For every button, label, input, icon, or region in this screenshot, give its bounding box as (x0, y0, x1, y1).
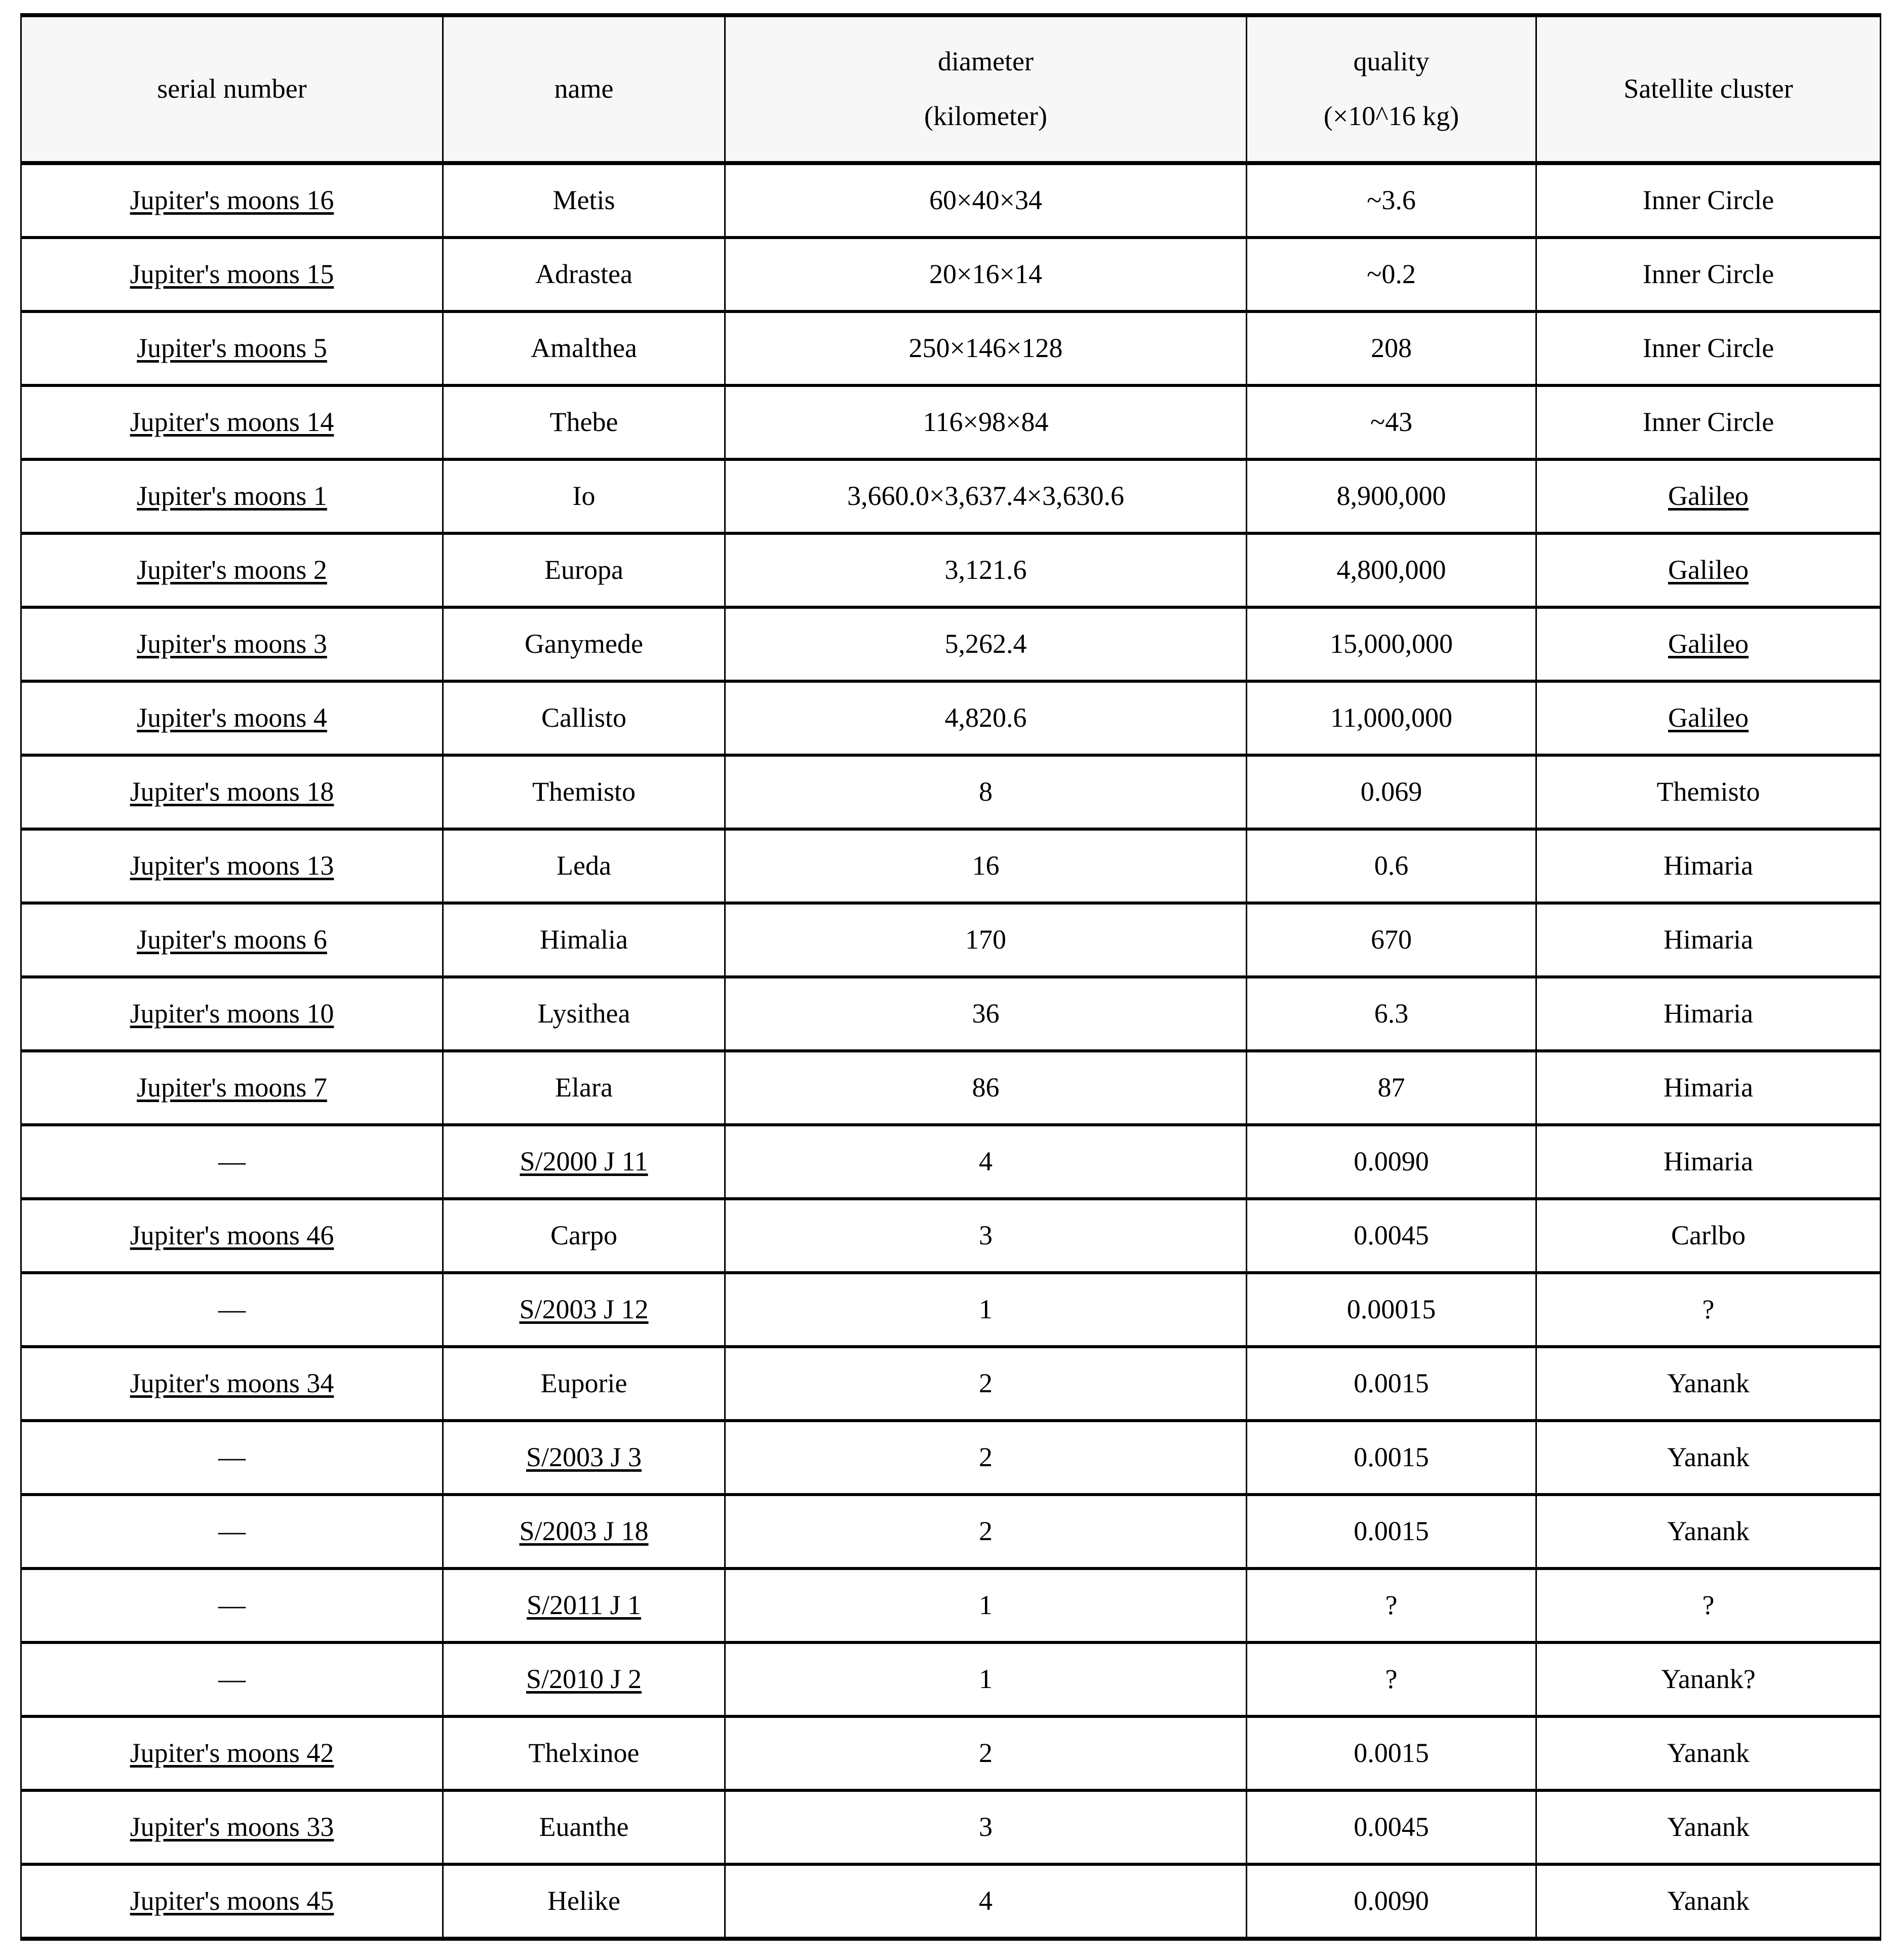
quality-value: ~0.2 (1367, 259, 1416, 290)
quality-value: 208 (1371, 333, 1412, 364)
satellite-cluster-link[interactable]: Galileo (1668, 555, 1749, 585)
quality-value: 0.0090 (1354, 1886, 1429, 1916)
cell-quality (1247, 1495, 1536, 1569)
column-header-name-label: name (554, 73, 614, 104)
table-row (21, 1051, 1881, 1125)
table-row (21, 681, 1881, 755)
cell-serial-number[interactable] (21, 1864, 443, 1939)
table-row (21, 977, 1881, 1051)
diameter-value: 4 (979, 1886, 993, 1916)
table-row (21, 829, 1881, 903)
cell-diameter (725, 607, 1247, 681)
cell-moon-name (443, 459, 725, 533)
cell-moon-name[interactable] (443, 1273, 725, 1347)
table-row (21, 755, 1881, 829)
serial-number-link: — (218, 1664, 246, 1695)
cell-quality (1247, 829, 1536, 903)
moon-name-link[interactable]: S/2010 J 2 (526, 1664, 642, 1695)
quality-value: 0.0045 (1354, 1812, 1429, 1843)
table-row (21, 311, 1881, 385)
cell-quality (1247, 1864, 1536, 1939)
column-header-diameter-unit: (kilometer) (924, 101, 1047, 131)
cell-quality (1247, 1051, 1536, 1125)
jupiter-moons-table (20, 13, 1881, 1941)
cell-serial-number[interactable] (21, 1199, 443, 1273)
cell-serial-number[interactable] (21, 311, 443, 385)
cell-satellite-cluster (1536, 1864, 1881, 1939)
table-row (21, 1421, 1881, 1495)
cell-serial-number[interactable] (21, 1790, 443, 1864)
column-header-name (443, 15, 725, 163)
serial-number-link: — (218, 1516, 246, 1547)
quality-value: ~43 (1370, 407, 1413, 438)
satellite-cluster-link: ? (1702, 1590, 1715, 1621)
quality-value: 8,900,000 (1336, 481, 1446, 512)
serial-number-link[interactable]: Jupiter's moons 14 (130, 407, 334, 438)
satellite-cluster-link: Carlbo (1671, 1220, 1746, 1251)
serial-number-link[interactable]: Jupiter's moons 6 (137, 924, 327, 955)
diameter-value: 2 (979, 1738, 993, 1769)
diameter-value: 116×98×84 (923, 407, 1049, 438)
cell-serial-number[interactable] (21, 607, 443, 681)
quality-value: 0.0045 (1354, 1220, 1429, 1251)
serial-number-link[interactable]: Jupiter's moons 2 (137, 555, 327, 585)
cell-moon-name (443, 1051, 725, 1125)
table-row (21, 238, 1881, 311)
cell-quality (1247, 1125, 1536, 1199)
cell-quality (1247, 385, 1536, 459)
cell-diameter (725, 385, 1247, 459)
serial-number-link[interactable]: Jupiter's moons 33 (130, 1812, 334, 1843)
cell-diameter (725, 1273, 1247, 1347)
table-row (21, 1125, 1881, 1199)
cell-diameter (725, 1347, 1247, 1421)
table-row (21, 385, 1881, 459)
cell-diameter (725, 1495, 1247, 1569)
cell-quality (1247, 977, 1536, 1051)
satellite-cluster-link: Yanank (1667, 1368, 1750, 1399)
cell-moon-name (443, 755, 725, 829)
diameter-value: 1 (979, 1664, 993, 1695)
quality-value: ? (1385, 1664, 1398, 1695)
cell-satellite-cluster (1536, 1421, 1881, 1495)
table-row (21, 1273, 1881, 1347)
quality-value: 0.00015 (1347, 1294, 1436, 1325)
table-row (21, 1716, 1881, 1790)
diameter-value: 3,660.0×3,637.4×3,630.6 (847, 481, 1124, 512)
cell-quality (1247, 681, 1536, 755)
quality-value: 0.0015 (1354, 1516, 1429, 1547)
quality-value: ? (1385, 1590, 1398, 1621)
satellite-cluster-link: Inner Circle (1642, 185, 1774, 216)
cell-serial-number (21, 1495, 443, 1569)
cell-serial-number[interactable] (21, 829, 443, 903)
diameter-value: 86 (972, 1072, 1000, 1103)
cell-moon-name[interactable] (443, 1495, 725, 1569)
serial-number-link: — (218, 1146, 246, 1177)
cell-diameter (725, 1642, 1247, 1716)
cell-quality (1247, 903, 1536, 977)
table-row (21, 1864, 1881, 1939)
satellite-cluster-link: ? (1702, 1294, 1715, 1325)
cell-quality (1247, 1642, 1536, 1716)
cell-satellite-cluster (1536, 1125, 1881, 1199)
satellite-cluster-link: Yanank (1667, 1442, 1750, 1473)
table-row (21, 1642, 1881, 1716)
satellite-cluster-link[interactable]: Galileo (1668, 481, 1749, 512)
serial-number-link[interactable]: Jupiter's moons 15 (130, 259, 334, 290)
satellite-cluster-link: Yanank (1667, 1886, 1750, 1916)
cell-serial-number[interactable] (21, 755, 443, 829)
cell-moon-name (443, 977, 725, 1051)
quality-value: 670 (1371, 924, 1412, 955)
moon-name-link: Europa (544, 555, 623, 585)
serial-number-link[interactable]: Jupiter's moons 13 (130, 850, 334, 881)
quality-value: 0.0015 (1354, 1442, 1429, 1473)
diameter-value: 16 (972, 850, 1000, 881)
column-header-quality-unit: (×10^16 kg) (1323, 101, 1459, 131)
cell-quality (1247, 311, 1536, 385)
satellite-cluster-link: Yanank (1667, 1516, 1750, 1547)
table-body (21, 163, 1881, 1939)
diameter-value: 2 (979, 1442, 993, 1473)
cell-serial-number (21, 1642, 443, 1716)
serial-number-link[interactable]: Jupiter's moons 1 (137, 481, 327, 512)
quality-value: 0.0015 (1354, 1738, 1429, 1769)
cell-serial-number (21, 1273, 443, 1347)
cell-quality (1247, 607, 1536, 681)
cell-serial-number[interactable] (21, 1716, 443, 1790)
cell-serial-number[interactable] (21, 533, 443, 607)
column-header-quality (1247, 15, 1536, 163)
satellite-cluster-link: Himaria (1664, 998, 1753, 1029)
moon-name-link: Metis (552, 185, 615, 216)
cell-moon-name (443, 607, 725, 681)
quality-value: 6.3 (1374, 998, 1409, 1029)
cell-satellite-cluster (1536, 1642, 1881, 1716)
cell-moon-name (443, 829, 725, 903)
cell-satellite-cluster[interactable] (1536, 607, 1881, 681)
quality-value: ~3.6 (1367, 185, 1416, 216)
table-row (21, 607, 1881, 681)
serial-number-link[interactable]: Jupiter's moons 7 (137, 1072, 327, 1103)
quality-value: 11,000,000 (1330, 702, 1452, 733)
diameter-value: 250×146×128 (908, 333, 1063, 364)
cell-moon-name (443, 311, 725, 385)
diameter-value: 3 (979, 1812, 993, 1843)
moon-name-link: Amalthea (531, 333, 637, 364)
serial-number-link: — (218, 1590, 246, 1621)
satellite-cluster-link: Yanank (1667, 1812, 1750, 1843)
satellite-cluster-link: Yanank? (1661, 1664, 1756, 1695)
cell-diameter (725, 681, 1247, 755)
diameter-value: 1 (979, 1294, 993, 1325)
diameter-value: 36 (972, 998, 1000, 1029)
column-header-serial-number-label: serial number (157, 73, 307, 104)
table-row (21, 1495, 1881, 1569)
quality-value: 87 (1377, 1072, 1405, 1103)
moon-name-link: Adrastea (535, 259, 632, 290)
cell-diameter (725, 1421, 1247, 1495)
cell-satellite-cluster (1536, 311, 1881, 385)
cell-satellite-cluster (1536, 1051, 1881, 1125)
moon-name-link: Ganymede (525, 629, 643, 659)
quality-value: 0.6 (1374, 850, 1409, 881)
serial-number-link[interactable]: Jupiter's moons 5 (137, 333, 327, 364)
cell-diameter (725, 1125, 1247, 1199)
cell-satellite-cluster (1536, 238, 1881, 311)
cell-satellite-cluster[interactable] (1536, 459, 1881, 533)
cell-diameter (725, 1716, 1247, 1790)
cell-diameter (725, 977, 1247, 1051)
column-header-serial-number (21, 15, 443, 163)
cell-satellite-cluster (1536, 903, 1881, 977)
cell-satellite-cluster[interactable] (1536, 681, 1881, 755)
diameter-value: 20×16×14 (929, 259, 1042, 290)
cell-diameter (725, 903, 1247, 977)
cell-quality (1247, 1199, 1536, 1273)
satellite-cluster-link: Yanank (1667, 1738, 1750, 1769)
cell-quality (1247, 459, 1536, 533)
diameter-value: 3 (979, 1220, 993, 1251)
cell-diameter (725, 829, 1247, 903)
cell-satellite-cluster[interactable] (1536, 533, 1881, 607)
satellite-cluster-link: Himaria (1664, 1146, 1753, 1177)
cell-moon-name[interactable] (443, 1125, 725, 1199)
cell-serial-number[interactable] (21, 385, 443, 459)
moon-name-link[interactable]: S/2003 J 12 (519, 1294, 649, 1325)
cell-satellite-cluster (1536, 1569, 1881, 1642)
cell-serial-number (21, 1125, 443, 1199)
diameter-value: 170 (965, 924, 1006, 955)
table-row (21, 533, 1881, 607)
table-row (21, 903, 1881, 977)
diameter-value: 2 (979, 1368, 993, 1399)
cell-diameter (725, 459, 1247, 533)
diameter-value: 4,820.6 (944, 702, 1027, 733)
moon-name-link: Carpo (550, 1220, 617, 1251)
cell-serial-number[interactable] (21, 1051, 443, 1125)
moon-name-link: Euporie (540, 1368, 627, 1399)
table-row (21, 459, 1881, 533)
moon-name-link: Elara (555, 1072, 613, 1103)
satellite-cluster-link: Themisto (1656, 776, 1760, 807)
moon-name-link: Themisto (532, 776, 636, 807)
cell-serial-number[interactable] (21, 903, 443, 977)
cell-quality (1247, 533, 1536, 607)
cell-quality (1247, 1347, 1536, 1421)
cell-satellite-cluster (1536, 1716, 1881, 1790)
cell-serial-number[interactable] (21, 459, 443, 533)
column-header-diameter (725, 15, 1247, 163)
serial-number-link[interactable]: Jupiter's moons 46 (130, 1220, 334, 1251)
table-row (21, 1790, 1881, 1864)
cell-moon-name (443, 1864, 725, 1939)
cell-diameter (725, 1790, 1247, 1864)
cell-serial-number[interactable] (21, 1347, 443, 1421)
cell-satellite-cluster (1536, 163, 1881, 238)
cell-quality (1247, 755, 1536, 829)
diameter-value: 2 (979, 1516, 993, 1547)
moon-name-link: Helike (547, 1886, 620, 1916)
table-row (21, 1347, 1881, 1421)
cell-serial-number (21, 1569, 443, 1642)
cell-diameter (725, 238, 1247, 311)
serial-number-link[interactable]: Jupiter's moons 16 (130, 185, 334, 216)
serial-number-link[interactable]: Jupiter's moons 4 (137, 702, 327, 733)
serial-number-link: — (218, 1294, 246, 1325)
moon-name-link: Euanthe (539, 1812, 629, 1843)
table-header (21, 15, 1881, 163)
cell-diameter (725, 533, 1247, 607)
satellite-cluster-link: Himaria (1664, 924, 1753, 955)
serial-number-link[interactable]: Jupiter's moons 34 (130, 1368, 334, 1399)
cell-moon-name (443, 533, 725, 607)
table-row (21, 1569, 1881, 1642)
serial-number-link[interactable]: Jupiter's moons 45 (130, 1886, 334, 1916)
diameter-value: 4 (979, 1146, 993, 1177)
satellite-cluster-link: Inner Circle (1642, 333, 1774, 364)
moon-name-link: Thelxinoe (528, 1738, 640, 1769)
cell-moon-name (443, 385, 725, 459)
cell-diameter (725, 755, 1247, 829)
cell-diameter (725, 311, 1247, 385)
quality-value: 0.0015 (1354, 1368, 1429, 1399)
cell-satellite-cluster (1536, 1347, 1881, 1421)
table-row (21, 1199, 1881, 1273)
diameter-value: 5,262.4 (944, 629, 1027, 659)
moon-name-link[interactable]: S/2003 J 3 (526, 1442, 642, 1473)
diameter-value: 3,121.6 (944, 555, 1027, 585)
diameter-value: 8 (979, 776, 993, 807)
diameter-value: 60×40×34 (929, 185, 1042, 216)
moon-name-link: Lysithea (537, 998, 630, 1029)
satellite-cluster-link[interactable]: Galileo (1668, 702, 1749, 733)
moon-name-link: Leda (557, 850, 611, 881)
moon-name-link: Io (572, 481, 596, 512)
cell-diameter (725, 163, 1247, 238)
header-row (21, 15, 1881, 163)
cell-diameter (725, 1864, 1247, 1939)
serial-number-link[interactable]: Jupiter's moons 3 (137, 629, 327, 659)
cell-moon-name (443, 238, 725, 311)
serial-number-link[interactable]: Jupiter's moons 10 (130, 998, 334, 1029)
cell-satellite-cluster (1536, 385, 1881, 459)
cell-satellite-cluster (1536, 1199, 1881, 1273)
cell-diameter (725, 1569, 1247, 1642)
cell-satellite-cluster (1536, 977, 1881, 1051)
cell-quality (1247, 163, 1536, 238)
cell-moon-name (443, 1347, 725, 1421)
quality-value: 15,000,000 (1330, 629, 1453, 659)
cell-diameter (725, 1199, 1247, 1273)
cell-quality (1247, 1421, 1536, 1495)
satellite-cluster-link: Himaria (1664, 850, 1753, 881)
column-header-satellite-cluster-label: Satellite cluster (1624, 73, 1793, 104)
quality-value: 4,800,000 (1336, 555, 1446, 585)
moon-name-link: Thebe (549, 407, 618, 438)
cell-serial-number[interactable] (21, 163, 443, 238)
moon-name-link[interactable]: S/2000 J 11 (520, 1146, 648, 1177)
cell-quality (1247, 1790, 1536, 1864)
cell-moon-name (443, 1790, 725, 1864)
cell-serial-number[interactable] (21, 238, 443, 311)
cell-quality (1247, 1273, 1536, 1347)
moon-name-link: Himalia (540, 924, 628, 955)
table-row (21, 163, 1881, 238)
cell-serial-number[interactable] (21, 681, 443, 755)
cell-serial-number (21, 1421, 443, 1495)
cell-quality (1247, 1716, 1536, 1790)
cell-serial-number[interactable] (21, 977, 443, 1051)
satellite-cluster-link: Inner Circle (1642, 259, 1774, 290)
satellite-cluster-link[interactable]: Galileo (1668, 629, 1749, 659)
serial-number-link[interactable]: Jupiter's moons 18 (130, 776, 334, 807)
cell-satellite-cluster (1536, 1790, 1881, 1864)
cell-moon-name (443, 1716, 725, 1790)
cell-moon-name[interactable] (443, 1421, 725, 1495)
cell-satellite-cluster (1536, 829, 1881, 903)
satellite-cluster-link: Inner Circle (1642, 407, 1774, 438)
column-header-diameter-label: diameter (938, 46, 1034, 77)
cell-diameter (725, 1051, 1247, 1125)
column-header-satellite-cluster (1536, 15, 1881, 163)
cell-moon-name[interactable] (443, 1642, 725, 1716)
cell-satellite-cluster (1536, 1273, 1881, 1347)
cell-satellite-cluster (1536, 1495, 1881, 1569)
serial-number-link: — (218, 1442, 246, 1473)
moon-name-link: Callisto (541, 702, 626, 733)
cell-moon-name (443, 163, 725, 238)
cell-quality (1247, 238, 1536, 311)
diameter-value: 1 (979, 1590, 993, 1621)
quality-value: 0.069 (1360, 776, 1422, 807)
moon-name-link[interactable]: S/2003 J 18 (519, 1516, 649, 1547)
serial-number-link[interactable]: Jupiter's moons 42 (130, 1738, 334, 1769)
cell-moon-name (443, 681, 725, 755)
moon-name-link[interactable]: S/2011 J 1 (526, 1590, 642, 1621)
cell-satellite-cluster (1536, 755, 1881, 829)
satellite-cluster-link: Himaria (1664, 1072, 1753, 1103)
cell-moon-name (443, 1199, 725, 1273)
cell-moon-name[interactable] (443, 1569, 725, 1642)
cell-moon-name (443, 903, 725, 977)
column-header-quality-label: quality (1353, 46, 1430, 77)
cell-quality (1247, 1569, 1536, 1642)
quality-value: 0.0090 (1354, 1146, 1429, 1177)
